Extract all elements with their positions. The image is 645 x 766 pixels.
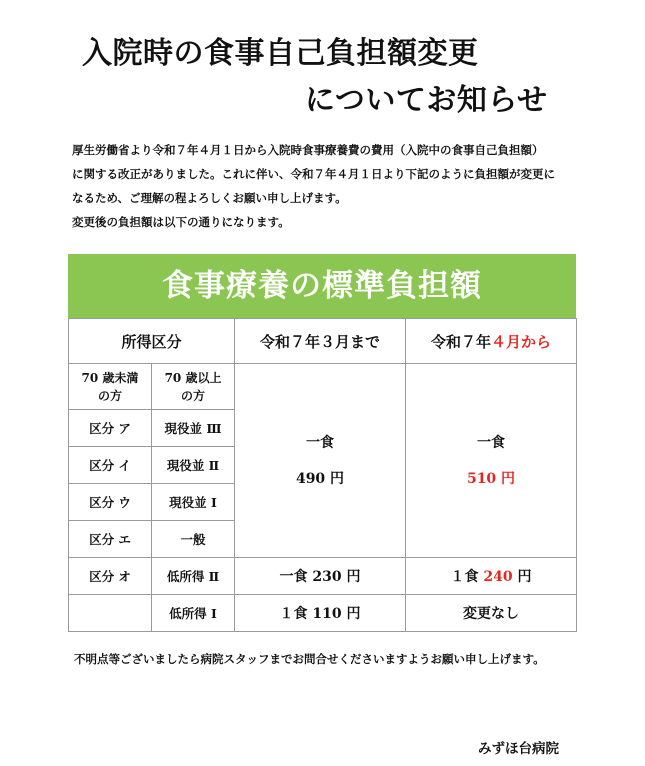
meal-price: 490 円 xyxy=(295,470,345,487)
under70-cell: 区分 ウ xyxy=(69,484,152,521)
header-category: 所得区分 xyxy=(69,319,235,364)
under70-cell xyxy=(69,595,152,632)
header-before: 令和７年３月まで xyxy=(235,319,406,364)
table-row xyxy=(69,364,577,410)
over70-cell: 現役並 Ⅰ xyxy=(152,484,235,521)
merged-before-cell xyxy=(235,364,406,558)
over70-cell: 低所得 Ⅱ xyxy=(152,558,235,595)
merged-after-cell xyxy=(406,364,577,558)
after-cell xyxy=(406,558,577,595)
table-banner: 食事療養の標準負担額 xyxy=(68,254,576,318)
under70-cell: 区分 エ xyxy=(69,521,152,558)
intro-text xyxy=(72,138,602,234)
intro-line: 厚生労働省より令和７年４月１日から入院時食事療養費の費用（入院中の食事自己負担額） xyxy=(72,143,544,157)
table-row xyxy=(69,558,577,595)
over70-cell: 現役並 Ⅲ xyxy=(152,410,235,447)
under70-cell: 区分 ア xyxy=(69,410,152,447)
age-over70-label: 70 歳以上 の方 xyxy=(152,364,235,410)
before-cell: １食 110 円 xyxy=(235,595,406,632)
after-cell: 変更なし xyxy=(406,595,577,632)
intro-line: に関する改正がありました。これに伴い、令和７年４月１日より下記のように負担額が変更に xyxy=(72,167,555,181)
page-title-line2: についてお知らせ xyxy=(305,83,548,118)
fee-table xyxy=(68,318,577,632)
hospital-name: みずほ台病院 xyxy=(478,741,559,757)
table-row xyxy=(69,595,577,632)
header-after-highlight: ４月から xyxy=(491,332,552,351)
over70-cell: 現役並 Ⅱ xyxy=(152,447,235,484)
meal-unit: 一食 xyxy=(477,434,506,451)
under70-cell: 区分 イ xyxy=(69,447,152,484)
under70-cell: 区分 オ xyxy=(69,558,152,595)
meal-price: 510 円 xyxy=(466,470,516,487)
over70-cell: 低所得 Ⅰ xyxy=(152,595,235,632)
before-cell: 一食 230 円 xyxy=(235,558,406,595)
after-highlight: 240 xyxy=(483,569,513,585)
header-after xyxy=(406,319,577,364)
over70-cell: 一般 xyxy=(152,521,235,558)
intro-line: 変更後の負担額は以下の通りになります。 xyxy=(72,215,290,229)
after-suffix: 円 xyxy=(512,569,532,585)
fee-table-section xyxy=(68,254,576,632)
after-prefix: １食 xyxy=(450,569,484,585)
header-after-prefix: 令和７年 xyxy=(431,332,492,351)
intro-line: なるため、ご理解の程よろしくお願い申し上げます。 xyxy=(72,191,347,205)
table-header-row xyxy=(69,319,577,364)
meal-unit: 一食 xyxy=(306,434,335,451)
footer-note: 不明点等ございましたら病院スタッフまでお問合せくださいますようお願い申し上げます。 xyxy=(74,652,545,666)
page-title-line1: 入院時の食事自己負担額変更 xyxy=(82,36,479,71)
age-under70-label: 70 歳未満 の方 xyxy=(69,364,152,410)
